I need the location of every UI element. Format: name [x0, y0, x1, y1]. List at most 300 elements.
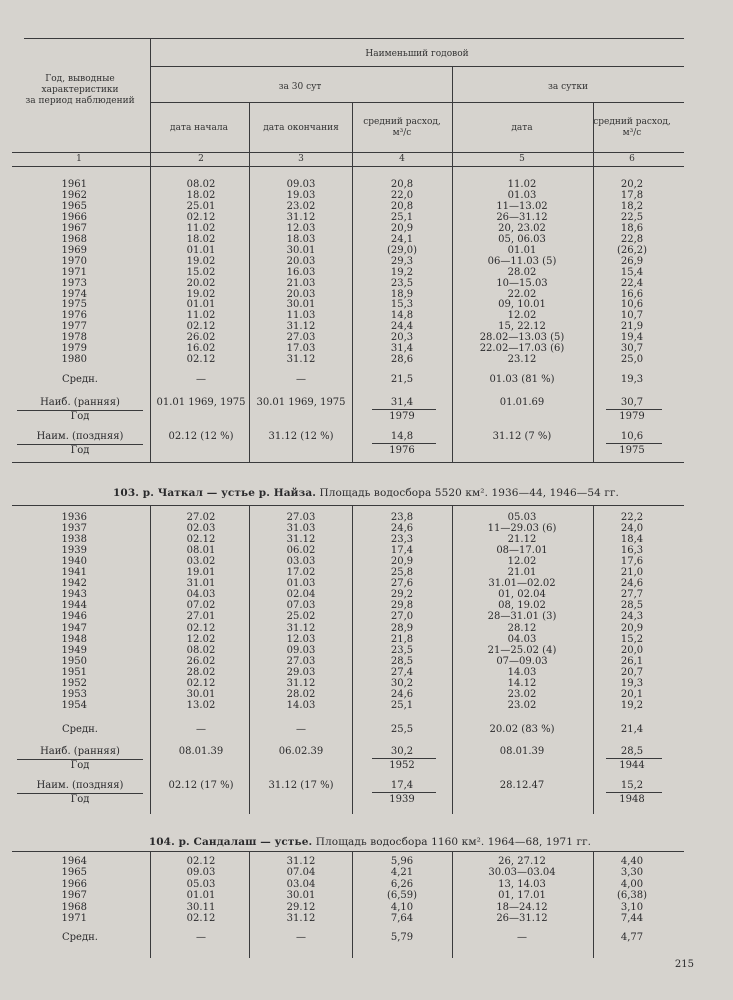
table-cell: 12.02: [186, 633, 216, 645]
table-cell: 24,6: [390, 688, 414, 700]
table-cell: 05.03: [186, 878, 216, 890]
table-cell: 29,3: [390, 255, 414, 267]
table-cell: 24,4: [390, 321, 414, 333]
section-title-part: 103.: [113, 487, 139, 499]
table-cell: 30,7: [620, 397, 644, 408]
table-cell: 09.03: [286, 644, 316, 656]
row-year: 1951: [61, 666, 87, 678]
column-divider: [452, 505, 453, 814]
table-cell: 29.03: [286, 666, 316, 678]
table-cell: 21,0: [620, 567, 644, 579]
table-cell: 28,5: [620, 600, 644, 612]
table-cell: 7,64: [390, 913, 414, 924]
value-rule: [606, 409, 662, 410]
table-cell: 21.03: [286, 277, 316, 289]
table-cell: 27,7: [620, 589, 644, 601]
table-cell: 31.12: [286, 856, 316, 867]
row-year: 1940: [61, 556, 87, 568]
table-cell: 08—17.01: [496, 545, 548, 557]
table-cell: 25,8: [390, 567, 414, 579]
row-year: 1966: [61, 878, 87, 890]
mean-label: Средн.: [62, 374, 98, 385]
table-cell: 12.03: [286, 222, 316, 234]
table-cell: 20,9: [390, 222, 414, 234]
table-cell: 04.03: [186, 589, 216, 601]
table-cell: 20.02: [186, 277, 216, 289]
row-year: 1939: [61, 545, 87, 557]
table-cell: 23,3: [390, 534, 414, 546]
table-cell: 23.12: [507, 354, 537, 366]
value-rule: [372, 758, 436, 759]
mean-value: —: [517, 932, 527, 943]
table-cell: 14.03: [507, 666, 537, 678]
table-cell: 30,7: [620, 343, 644, 355]
table-cell: 10,6: [620, 299, 644, 311]
column-number: 4: [399, 154, 405, 164]
row-year: 1971: [61, 266, 87, 278]
col-avg-day: средний расход,: [593, 117, 671, 127]
table-cell: 26, 27.12: [498, 856, 546, 867]
table-cell: 02.12 (12 %): [168, 431, 234, 442]
column-number: 1: [76, 154, 82, 164]
year-value: 1975: [619, 445, 645, 456]
row-year: 1978: [61, 332, 87, 344]
table-cell: 27.03: [286, 655, 316, 667]
table-cell: 08.01.39: [178, 746, 224, 757]
table-cell: 02.12: [186, 354, 216, 366]
section-title-part: р. Сандалаш — устье.: [174, 836, 313, 848]
column-divider: [249, 102, 250, 166]
table-cell: 31.12: [286, 622, 316, 634]
table-cell: 01.01: [186, 299, 216, 311]
table-cell: 28.02: [286, 688, 316, 700]
mean-value: —: [196, 374, 206, 385]
table-cell: 14.12: [507, 677, 537, 689]
table-cell: 23,8: [390, 512, 414, 523]
table-cell: 20,8: [390, 200, 414, 212]
table-cell: 27.02: [186, 512, 216, 523]
table-cell: 05.03: [507, 512, 537, 523]
table-cell: 12.02: [507, 310, 537, 322]
year-value: 1979: [389, 411, 415, 422]
table-cell: 26.02: [186, 655, 216, 667]
table-cell: 28,9: [390, 622, 414, 634]
row-year: 1947: [61, 622, 87, 634]
table-cell: 01.01: [186, 890, 216, 902]
year-value: 1952: [389, 760, 415, 771]
table-cell: 7,44: [620, 913, 644, 924]
table-cell: 26,9: [620, 255, 644, 267]
table-cell: 07.02: [186, 600, 216, 612]
table-cell: 01.01.69: [499, 397, 545, 408]
table-cell: 11.02: [186, 222, 216, 234]
table-cell: 28.02: [186, 666, 216, 678]
table-cell: 17,6: [620, 556, 644, 568]
table-cell: 18—24.12: [496, 901, 548, 913]
table-cell: 13, 14.03: [498, 878, 546, 890]
table-cell: 18,6: [620, 222, 644, 234]
table-cell: 28.02: [507, 266, 537, 278]
table-cell: 30.01: [186, 688, 216, 700]
table-cell: 03.04: [286, 878, 316, 890]
table-cell: 25,0: [620, 354, 644, 366]
table-cell: 20,7: [620, 666, 644, 678]
column-divider: [150, 38, 151, 166]
row-year: 1946: [61, 611, 87, 623]
table-cell: 20,1: [620, 688, 644, 700]
table-cell: 08.02: [186, 644, 216, 656]
table-cell: 31.12: [286, 913, 316, 924]
table-cell: 01, 02.04: [498, 589, 546, 601]
table-cell: 22,2: [620, 512, 644, 523]
min-label: Наим. (поздняя): [36, 780, 124, 791]
table-cell: 30.01: [286, 299, 316, 311]
table-cell: 08.02: [186, 179, 216, 190]
table-cell: 26—31.12: [496, 211, 548, 223]
column-divider: [249, 505, 250, 814]
table-cell: 14.03: [286, 699, 316, 711]
table-cell: 31.12 (12 %): [268, 431, 334, 442]
row-year: 1944: [61, 600, 87, 612]
table-cell: 4,21: [390, 867, 414, 879]
table-cell: 15,2: [620, 633, 644, 645]
section-title-part: р. Чаткал — устье р. Найза.: [138, 487, 317, 499]
table-cell: 24,3: [620, 611, 644, 623]
table-cell: 23.02: [507, 688, 537, 700]
row-year: 1965: [61, 200, 87, 212]
table-cell: 07.04: [286, 867, 316, 879]
column-divider: [352, 102, 353, 166]
row-year: 1968: [61, 901, 87, 913]
table-cell: 02.12: [186, 321, 216, 333]
table-cell: 26.02: [186, 332, 216, 344]
table-cell: 11.03: [286, 310, 316, 322]
table-cell: 4,00: [620, 878, 644, 890]
table-cell: 27,4: [390, 666, 414, 678]
column-divider: [452, 66, 453, 166]
year-label: Год: [70, 445, 90, 456]
table-cell: 22.02: [507, 288, 537, 300]
table-cell: 11.02: [507, 179, 537, 190]
table-cell: 22.02—17.03 (6): [479, 343, 565, 355]
table-cell: 17,8: [620, 189, 644, 201]
max-label: Наиб. (ранняя): [40, 746, 120, 757]
page-number: 215: [674, 959, 694, 970]
table-cell: 02.12: [186, 856, 216, 867]
value-rule: [372, 409, 436, 410]
table-cell: 17.03: [286, 343, 316, 355]
table-cell: 28.12: [507, 622, 537, 634]
table-cell: 20,0: [620, 644, 644, 656]
table-cell: 18.03: [286, 233, 316, 245]
table-cell: 21.12: [507, 534, 537, 546]
table-cell: (6,38): [616, 890, 648, 902]
row-year: 1938: [61, 534, 87, 546]
section-rule: [12, 851, 684, 852]
table-cell: 05, 06.03: [498, 233, 546, 245]
column-divider: [452, 851, 453, 958]
table-cell: 31.03: [286, 523, 316, 535]
section-title-104: [149, 837, 591, 848]
table-cell: 24,0: [620, 523, 644, 535]
section-title-103: [113, 488, 619, 499]
table-cell: 17,4: [390, 545, 414, 557]
table-cell: 15.02: [186, 266, 216, 278]
table-cell: 20, 23.02: [498, 222, 546, 234]
table-cell: (26,2): [616, 244, 648, 256]
table-cell: 14,8: [390, 310, 414, 322]
table-cell: 17,4: [390, 780, 414, 791]
col-start-date: дата начала: [170, 123, 228, 133]
table-cell: 02.12: [186, 534, 216, 546]
row-year: 1974: [61, 288, 87, 300]
table-cell: 02.12: [186, 677, 216, 689]
table-cell: 09, 10.01: [498, 299, 546, 311]
header-rule: [150, 66, 684, 67]
mean-value: 21,4: [620, 724, 644, 735]
table-cell: 16.02: [186, 343, 216, 355]
table-cell: 31,4: [390, 397, 414, 408]
table-cell: 20,3: [390, 332, 414, 344]
table-cell: 07.03: [286, 600, 316, 612]
year-label: Год: [70, 760, 90, 771]
table-cell: 19.02: [186, 288, 216, 300]
table-cell: 20,9: [620, 622, 644, 634]
col-date: дата: [511, 123, 533, 133]
table-cell: 06—11.03 (5): [487, 255, 557, 267]
max-label: Наиб. (ранняя): [40, 397, 120, 408]
column-divider: [150, 166, 151, 463]
row-year: 1969: [61, 244, 87, 256]
table-cell: 15,3: [390, 299, 414, 311]
table-cell: 19,4: [620, 332, 644, 344]
table-cell: 23.02: [507, 699, 537, 711]
table-cell: 09.03: [286, 179, 316, 190]
row-year: 1937: [61, 523, 87, 535]
mean-value: 21,5: [390, 374, 414, 385]
column-divider: [352, 851, 353, 958]
mean-value: —: [196, 932, 206, 943]
table-cell: 27,6: [390, 578, 414, 590]
table-cell: 4,40: [620, 856, 644, 867]
table-cell: 01.01 1969, 1975: [156, 397, 246, 408]
column-divider: [249, 166, 250, 463]
table-cell: 01.03: [286, 578, 316, 590]
table-cell: 15, 22.12: [498, 321, 546, 333]
table-cell: 30.03—03.04: [488, 867, 556, 879]
table-cell: 27.01: [186, 611, 216, 623]
row-year: 1943: [61, 589, 87, 601]
subheader-30-days: за 30 сут: [278, 82, 322, 92]
column-number: 3: [298, 154, 304, 164]
table-cell: 06.02.39: [278, 746, 324, 757]
table-cell: 09.03: [186, 867, 216, 879]
mean-value: 20.02 (83 %): [489, 724, 555, 735]
section-rule: [12, 505, 684, 506]
table-cell: 19.02: [186, 255, 216, 267]
table-cell: 02.12: [186, 211, 216, 223]
mean-value: —: [296, 932, 306, 943]
table-cell: 21.01: [507, 567, 537, 579]
row-year: 1966: [61, 211, 87, 223]
table-cell: 21—25.02 (4): [487, 644, 557, 656]
table-cell: 25,1: [390, 699, 414, 711]
year-value: 1948: [619, 794, 645, 805]
table-cell: 14,8: [390, 431, 414, 442]
table-cell: 20.03: [286, 288, 316, 300]
table-cell: 30.11: [186, 901, 216, 913]
row-year: 1953: [61, 688, 87, 700]
table-cell: 11—29.03 (6): [487, 523, 557, 535]
table-cell: (29,0): [386, 244, 418, 256]
table-cell: 01, 17.01: [498, 890, 546, 902]
column-divider: [249, 851, 250, 958]
table-cell: 28.12.47: [499, 780, 545, 791]
row-year: 1977: [61, 321, 87, 333]
subheader-day: за сутки: [547, 82, 589, 92]
table-cell: 23,5: [390, 277, 414, 289]
section-end-rule: [12, 462, 684, 463]
table-cell: 31.12: [286, 534, 316, 546]
row-year: 1936: [61, 512, 87, 523]
table-cell: 06.02: [286, 545, 316, 557]
table-cell: 20,9: [390, 556, 414, 568]
header-rule: [12, 152, 684, 153]
table-cell: (6,59): [386, 890, 418, 902]
table-cell: 10,7: [620, 310, 644, 322]
table-cell: 31.12: [286, 321, 316, 333]
table-cell: 27,0: [390, 611, 414, 623]
header-rule: [150, 102, 684, 103]
column-divider: [593, 505, 594, 814]
section-title-part: Площадь водосбора 1160 км². 1964—68, 1971 гг.: [312, 836, 592, 848]
table-cell: 22,8: [620, 233, 644, 245]
row-year: 1952: [61, 677, 87, 689]
table-cell: 01.01: [186, 244, 216, 256]
table-cell: 04.03: [507, 633, 537, 645]
table-cell: 6,26: [390, 878, 414, 890]
column-divider: [150, 851, 151, 958]
column-divider: [352, 166, 353, 463]
table-cell: 21,8: [390, 633, 414, 645]
table-cell: 25,1: [390, 211, 414, 223]
mean-value: 5,79: [390, 932, 414, 943]
column-number: 5: [519, 154, 525, 164]
table-cell: 16,3: [620, 545, 644, 557]
column-number: 2: [198, 154, 204, 164]
row-year: 1948: [61, 633, 87, 645]
table-cell: 29.12: [286, 901, 316, 913]
table-cell: 03.03: [286, 556, 316, 568]
table-cell: 02.03: [186, 523, 216, 535]
table-cell: 22,0: [390, 189, 414, 201]
row-year: 1961: [61, 179, 87, 190]
row-year: 1964: [61, 856, 87, 867]
table-cell: 28—31.01 (3): [487, 611, 557, 623]
mean-value: 01.03 (81 %): [489, 374, 555, 385]
table-cell: 18.02: [186, 189, 216, 201]
year-value: 1939: [389, 794, 415, 805]
table-cell: 02.12 (17 %): [168, 780, 234, 791]
table-top-rule: [24, 38, 684, 39]
table-cell: 18.02: [186, 233, 216, 245]
column-divider: [352, 505, 353, 814]
row-year: 1975: [61, 299, 87, 311]
table-cell: 26,1: [620, 655, 644, 667]
table-cell: 30.01: [286, 244, 316, 256]
table-cell: 10,6: [620, 431, 644, 442]
table-cell: 17.02: [286, 567, 316, 579]
column-divider: [593, 851, 594, 958]
table-cell: 02.12: [186, 913, 216, 924]
value-rule: [606, 443, 662, 444]
value-rule: [372, 792, 436, 793]
table-cell: 08.01.39: [499, 746, 545, 757]
row-year: 1968: [61, 233, 87, 245]
year-label: Год: [70, 411, 90, 422]
table-cell: 12.03: [286, 633, 316, 645]
header-rule: [12, 166, 684, 167]
table-cell: 19,2: [620, 699, 644, 711]
table-cell: 20.03: [286, 255, 316, 267]
row-year: 1941: [61, 567, 87, 579]
group-title: Наименьший годовой: [365, 49, 469, 59]
column-divider: [452, 166, 453, 463]
row-year: 1962: [61, 189, 87, 201]
row-year: 1970: [61, 255, 87, 267]
table-cell: 31.12 (17 %): [268, 780, 334, 791]
column-divider: [150, 505, 151, 814]
table-cell: 27.03: [286, 332, 316, 344]
row-year: 1980: [61, 354, 87, 366]
table-cell: 31.01: [186, 578, 216, 590]
table-cell: 30,2: [390, 677, 414, 689]
col-avg-day: м³/с: [622, 128, 642, 138]
table-cell: 19.03: [286, 189, 316, 201]
table-cell: 25.01: [186, 200, 216, 212]
mean-label: Средн.: [62, 724, 98, 735]
table-cell: 31.12 (7 %): [492, 431, 552, 442]
table-cell: 16,6: [620, 288, 644, 300]
table-cell: 28.02—13.03 (5): [479, 332, 565, 344]
table-cell: 30,2: [390, 746, 414, 757]
table-cell: 31.12: [286, 211, 316, 223]
table-cell: 19,3: [620, 677, 644, 689]
table-cell: 12.02: [507, 556, 537, 568]
table-cell: 28,6: [390, 354, 414, 366]
table-cell: 08, 19.02: [498, 600, 546, 612]
table-cell: 01.03: [507, 189, 537, 201]
table-cell: 31.01—02.02: [488, 578, 556, 590]
row-year: 1967: [61, 222, 87, 234]
column-divider: [593, 102, 594, 166]
mean-value: 25,5: [390, 724, 414, 735]
table-cell: 11.02: [186, 310, 216, 322]
table-cell: 13.02: [186, 699, 216, 711]
table-cell: 19,2: [390, 266, 414, 278]
table-cell: 01.01: [507, 244, 537, 256]
row-year: 1971: [61, 913, 87, 924]
table-cell: 15,4: [620, 266, 644, 278]
row-year: 1954: [61, 699, 87, 711]
section-title-part: 104.: [148, 836, 175, 848]
table-cell: 3,30: [620, 867, 644, 879]
table-cell: 30.01: [286, 890, 316, 902]
row-year: 1967: [61, 890, 87, 902]
table-cell: 20,8: [390, 179, 414, 190]
table-cell: 21,9: [620, 321, 644, 333]
table-cell: 29,8: [390, 600, 414, 612]
